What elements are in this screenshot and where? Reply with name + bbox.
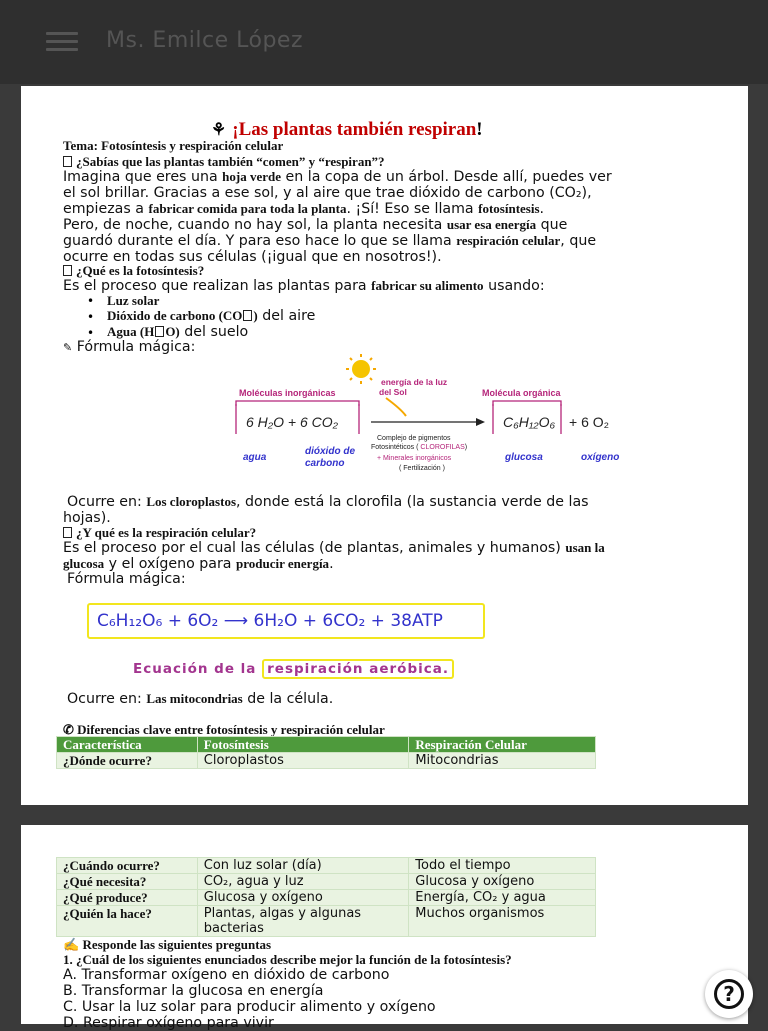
box-icon — [63, 527, 72, 538]
respiration-equation-label: Ecuación de la respiración aeróbica. — [133, 661, 454, 677]
label-sun-energy-2: del Sol — [379, 387, 407, 397]
respiration-formula: C₆H₁₂O₆ + 6O₂ ⟶ 6H₂O + 6CO₂ + 38ATP — [87, 603, 485, 639]
question-1-option-c: C. Usar la luz solar para producir alimento y oxígeno — [63, 999, 436, 1015]
occurs-line-2: hojas). — [63, 510, 111, 526]
formula-label-1: ✎ Fórmula mágica: — [63, 339, 196, 355]
label-oxigeno: oxígeno — [581, 452, 620, 463]
formula-label-2: Fórmula mágica: — [67, 571, 186, 587]
label-co2-2: carbono — [305, 458, 345, 469]
table-cell: Plantas, algas y algunas bacterias — [197, 906, 409, 937]
table-row — [57, 874, 596, 890]
table-cell: Energía, CO₂ y agua — [409, 890, 596, 906]
app-bar — [0, 0, 768, 84]
table-cell: Con luz solar (día) — [197, 858, 409, 874]
sprout-icon: ⚘ — [211, 120, 227, 139]
question-1-option-d: D. Respirar oxígeno para vivir — [63, 1015, 274, 1031]
table-header: Fotosíntesis — [197, 737, 409, 753]
pigment-line-1: Complejo de pigmentos — [377, 435, 451, 442]
paragraph-1-line-3: empiezas a fabricar comida para toda la planta. ¡Sí! Eso se llama fotosíntesis. — [63, 201, 545, 217]
bullet-icon: • — [87, 326, 95, 340]
differences-title: ✆ Diferencias clave entre fotosíntesis y respiración celular — [63, 722, 385, 737]
differences-table-part-1 — [56, 736, 596, 769]
table-cell: ¿Dónde ocurre? — [57, 753, 198, 769]
questions-title: ✍ Responde las siguientes preguntas — [63, 937, 272, 952]
intro-question: ¿Sabías que las plantas también “comen” y “respiran”? — [63, 154, 385, 170]
question-1: 1. ¿Cuál de los siguientes enunciados describe mejor la función de la fotosíntesis? — [63, 952, 512, 967]
app-title: Ms. Emilce López — [106, 28, 303, 53]
table-header: Respiración Celular — [409, 737, 596, 753]
bullet-icon: • — [87, 310, 95, 324]
fertilization-label: ( Fertilización ) — [399, 465, 445, 472]
paragraph-2-line-2: guardó durante el día. Y para eso hace lo que se llama respiración celular, que — [63, 233, 597, 249]
table-cell: ¿Quién la hace? — [57, 906, 198, 937]
table-row — [57, 753, 596, 769]
table-cell: ¿Qué necesita? — [57, 874, 198, 890]
question-1-option-b: B. Transformar la glucosa en energía — [63, 983, 324, 999]
box-icon — [63, 265, 72, 276]
table-header: Característica — [57, 737, 198, 753]
table-cell: Glucosa y oxígeno — [409, 874, 596, 890]
document-page-1 — [21, 86, 748, 805]
label-co2-1: dióxido de — [305, 446, 355, 457]
respiration-question: ¿Y qué es la respiración celular? — [63, 525, 256, 541]
table-cell: ¿Cuándo ocurre? — [57, 858, 198, 874]
table-cell: ¿Qué produce? — [57, 890, 198, 906]
label-agua: agua — [243, 452, 267, 463]
label-glucosa: glucosa — [505, 452, 543, 463]
table-cell: Muchos organismos — [409, 906, 596, 937]
photosynthesis-diagram — [191, 354, 620, 484]
sun-icon — [346, 354, 376, 384]
document-page-2 — [21, 825, 748, 1031]
respiration-definition-2: glucosa y el oxígeno para producir energía. — [63, 556, 334, 572]
respiration-definition-1: Es el proceso por el cual las células (de plantas, animales y humanos) usan la — [63, 540, 605, 556]
pin-icon: ✆ — [63, 722, 74, 737]
label-sun-energy-1: energía de la luz — [381, 377, 448, 387]
paragraph-1-line-1: Imagina que eres una hoja verde en la copa de un árbol. Desde allí, puedes ver — [63, 169, 612, 185]
table-cell: Todo el tiempo — [409, 858, 596, 874]
menu-icon[interactable] — [46, 32, 78, 52]
table-header-row — [57, 737, 596, 753]
label-organic: Molécula orgánica — [482, 388, 561, 398]
bullet-water: Agua (H O) del suelo — [107, 324, 249, 340]
occurs-in-chloroplasts: Ocurre en: Los cloroplastos, donde está la clorofila (la sustancia verde de las — [67, 494, 589, 510]
question-mark-icon: ? — [714, 979, 744, 1009]
doc-title: ⚘ ¡Las plantas también respiran! — [211, 119, 483, 140]
writing-icon: ✍ — [63, 937, 80, 952]
pencil-icon: ✎ — [63, 341, 73, 354]
table-cell: CO₂, agua y luz — [197, 874, 409, 890]
product-oxygen: + 6 O₂ — [569, 414, 610, 430]
table-row — [57, 858, 596, 874]
reactants: 6 H₂O + 6 CO₂ — [246, 414, 338, 430]
paragraph-2-line-1: Pero, de noche, cuando no hay sol, la planta necesita usar esa energía que — [63, 217, 568, 233]
product-glucose: C₆H₁₂O₆ — [503, 414, 556, 430]
table-row — [57, 906, 596, 937]
paragraph-2-line-3: ocurre en todas sus células (¡igual que en nosotros!). — [63, 249, 442, 265]
bullet-sunlight: Luz solar — [107, 293, 160, 308]
topic-line: Tema: Fotosíntesis y respiración celular — [63, 138, 284, 153]
paragraph-1-line-2: el sol brillar. Gracias a ese sol, y al aire que trae dióxido de carbono (CO₂), — [63, 185, 592, 201]
label-inorganic: Moléculas inorgánicas — [239, 388, 336, 398]
bullet-icon: • — [87, 294, 95, 308]
photosynthesis-question: ¿Qué es la fotosíntesis? — [63, 263, 204, 279]
occurs-in-mitochondria: Ocurre en: Las mitocondrias de la célula. — [67, 691, 334, 707]
photosynthesis-definition: Es el proceso que realizan las plantas para fabricar su alimento usando: — [63, 278, 545, 294]
box-icon — [63, 156, 72, 167]
question-1-option-a: A. Transformar oxígeno en dióxido de carbono — [63, 967, 390, 983]
pigment-line-2: Fotosintéticos ( CLOROFILAS) — [371, 444, 468, 451]
differences-table-part-2 — [56, 857, 596, 937]
bullet-co2: Dióxido de carbono (CO ) del aire — [107, 308, 316, 324]
table-cell: Mitocondrias — [409, 753, 596, 769]
table-row — [57, 890, 596, 906]
table-cell: Glucosa y oxígeno — [197, 890, 409, 906]
table-cell: Cloroplastos — [197, 753, 409, 769]
help-button[interactable] — [705, 970, 753, 1018]
minerals-label: + Minerales inorgánicos — [377, 455, 452, 462]
